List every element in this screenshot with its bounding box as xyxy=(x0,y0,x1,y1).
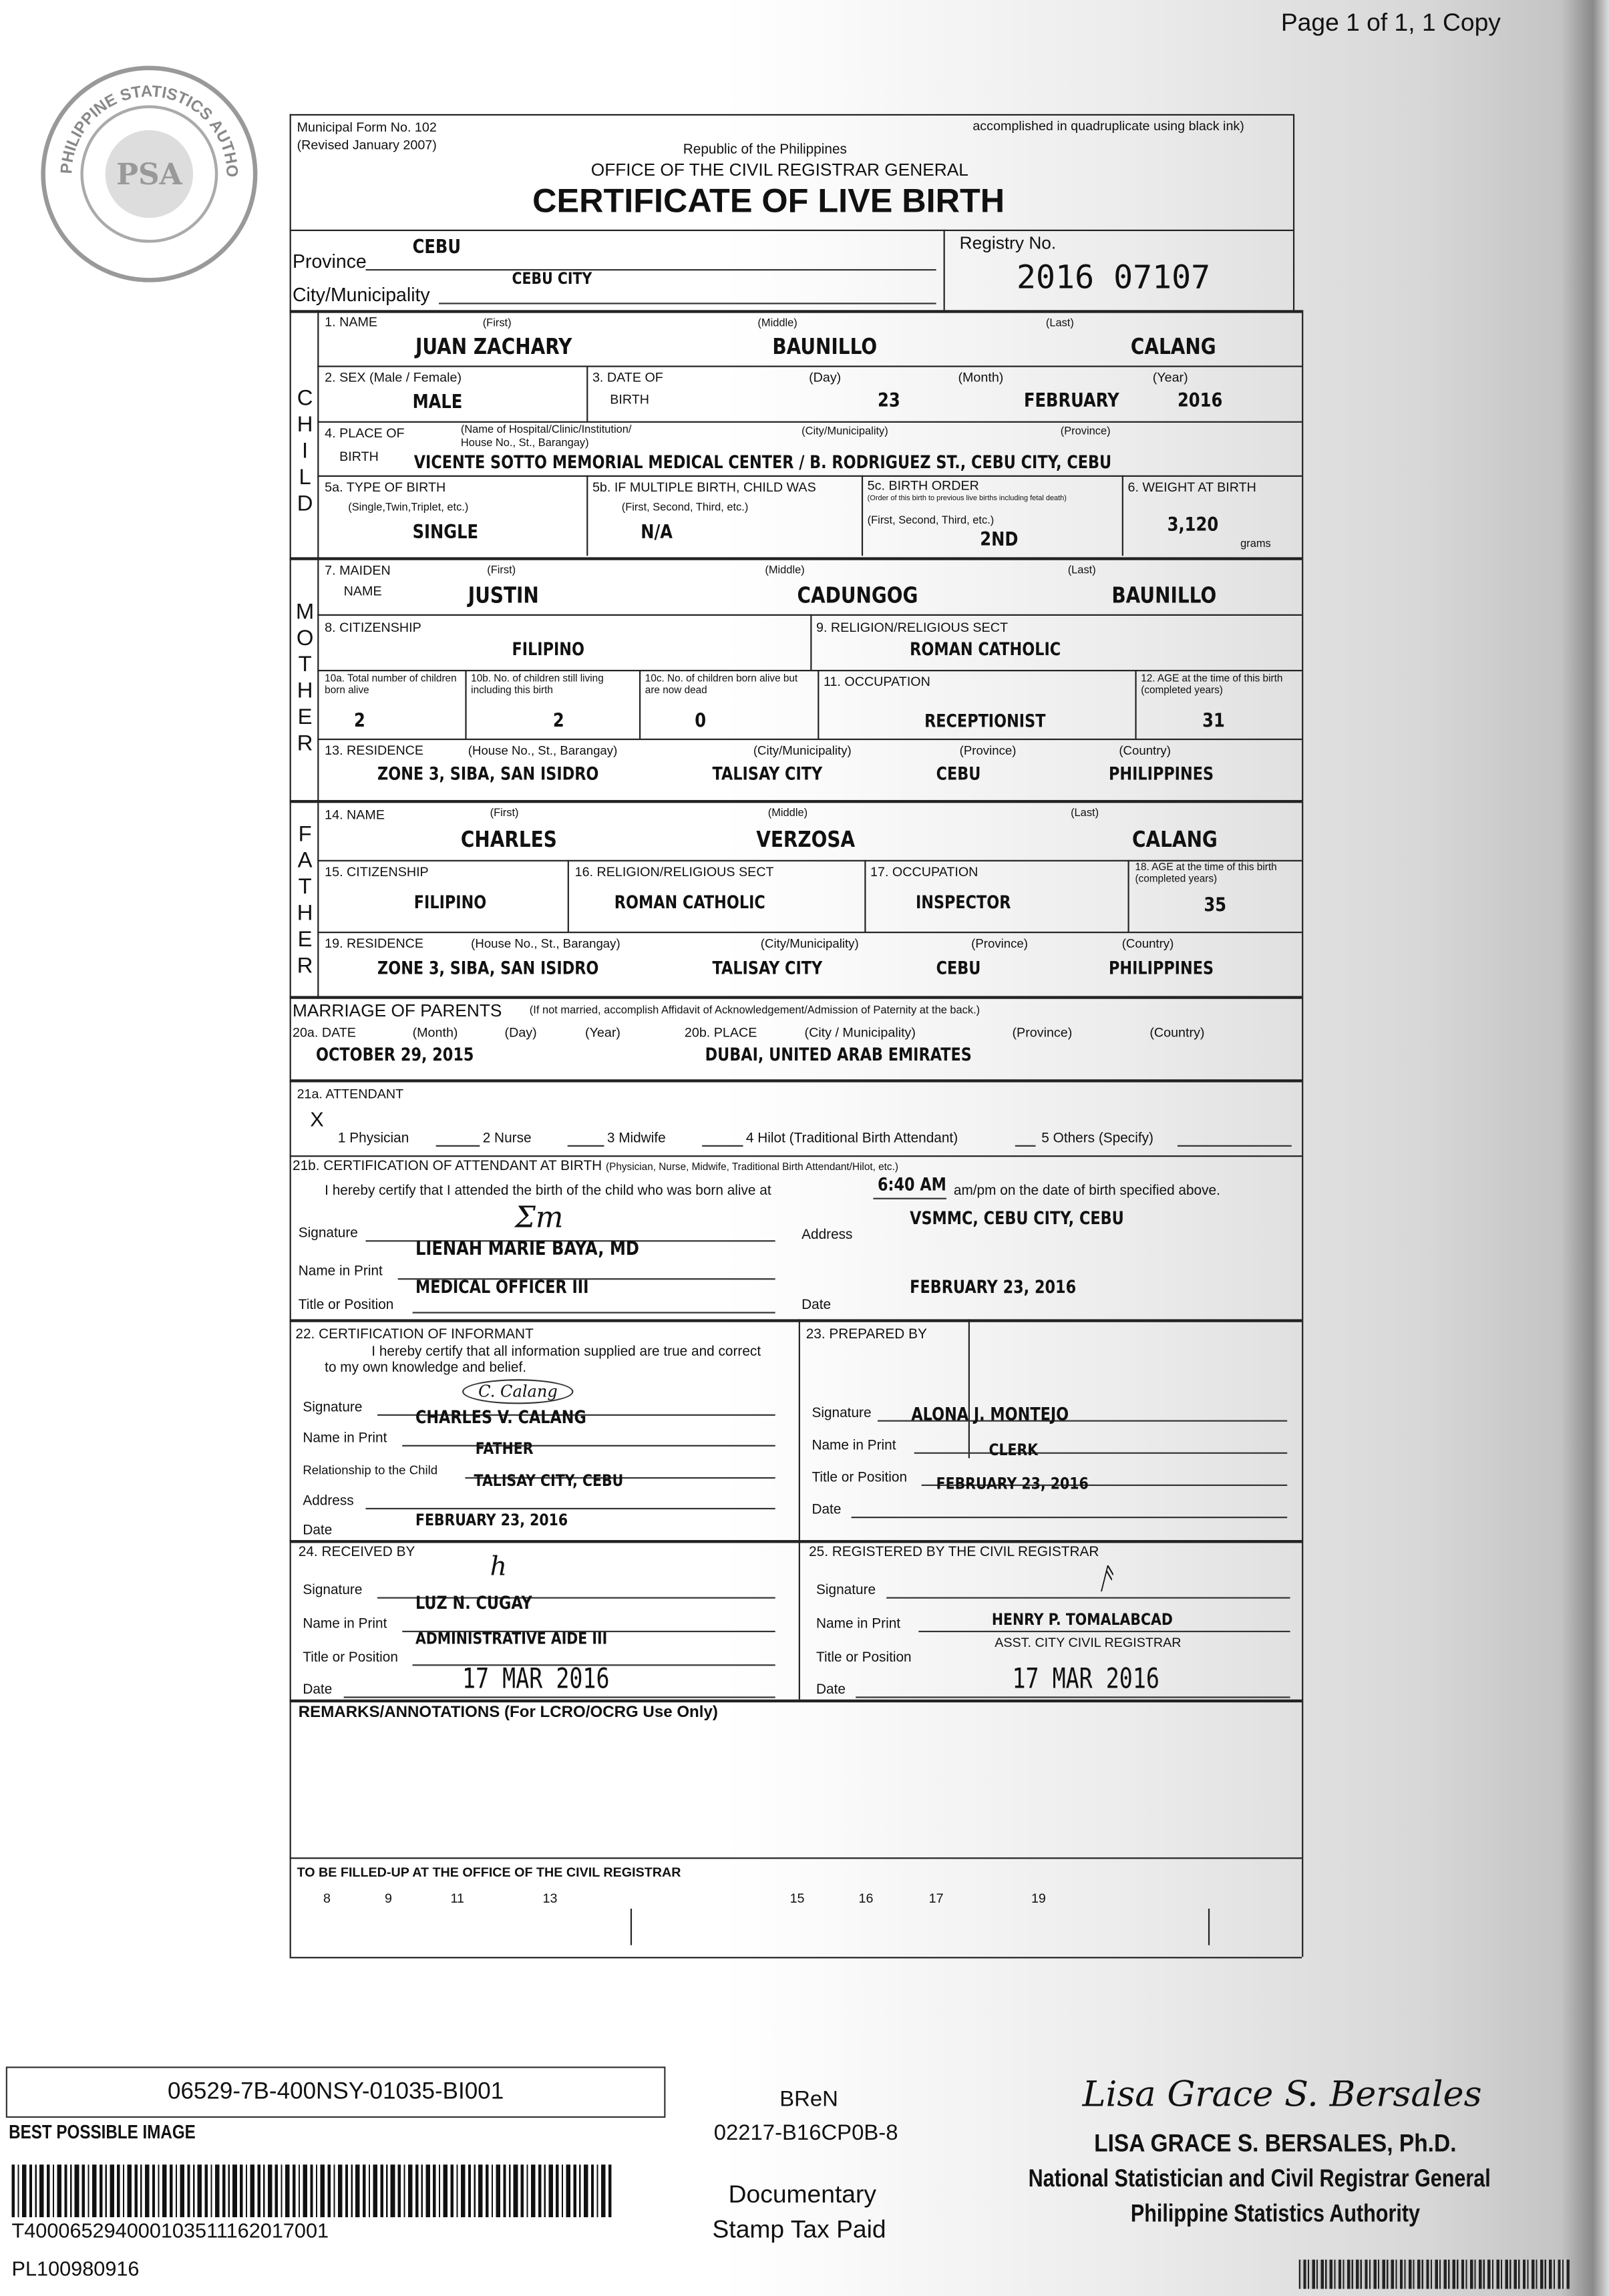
father-first-name: CHARLES xyxy=(460,826,557,853)
attendant-date: FEBRUARY 23, 2016 xyxy=(910,1276,1077,1298)
signature-label: Signature xyxy=(303,1399,363,1416)
first-label: (First) xyxy=(487,563,516,576)
informant-label: 22. CERTIFICATION OF INFORMANT xyxy=(295,1326,534,1343)
city-label: City/Municipality xyxy=(293,283,430,306)
religion-label: 16. RELIGION/RELIGIOUS SECT xyxy=(574,864,774,880)
dob-label-2: BIRTH xyxy=(610,391,650,407)
pob-label-2: BIRTH xyxy=(339,449,379,464)
registrar-name: HENRY P. TOMALABCAD xyxy=(991,1610,1173,1630)
birth-order: 2ND xyxy=(980,529,1019,552)
code-13: 13 xyxy=(542,1891,558,1906)
form-number: Municipal Form No. 102 xyxy=(297,120,437,135)
remarks-label: REMARKS/ANNOTATIONS (For LCRO/OCRG Use Only) xyxy=(298,1704,718,1722)
mother-occupation: RECEPTIONIST xyxy=(924,711,1046,731)
occupation-label: 17. OCCUPATION xyxy=(870,864,978,880)
relationship-label: Relationship to the Child xyxy=(303,1463,438,1477)
day-label: (Day) xyxy=(504,1025,537,1040)
registrar-signature: ᚫ xyxy=(1097,1560,1115,1596)
child-middle-name: BAUNILLO xyxy=(772,333,878,360)
informant-signature: C. Calang xyxy=(462,1379,574,1404)
code-15: 15 xyxy=(789,1891,805,1906)
father-residence: ZONE 3, SIBA, SAN ISIDRO xyxy=(377,958,599,979)
birth-time: 6:40 AM xyxy=(878,1174,946,1195)
sex-label: 2. SEX (Male / Female) xyxy=(325,370,462,385)
city-sub: (City/Municipality) xyxy=(753,743,852,758)
bren-number: 02217-B16CP0B-8 xyxy=(713,2120,898,2146)
option-hilot[interactable]: 4 Hilot (Traditional Birth Attendant) xyxy=(745,1130,958,1147)
mother-residence: ZONE 3, SIBA, SAN ISIDRO xyxy=(377,763,599,784)
signature-label: Signature xyxy=(303,1582,363,1599)
republic-label: Republic of the Philippines xyxy=(683,142,847,158)
child-last-name: CALANG xyxy=(1130,333,1216,360)
title-label: Title or Position xyxy=(298,1297,394,1314)
maiden-label: 7. MAIDEN xyxy=(325,563,391,578)
birth-year: 2016 xyxy=(1177,390,1223,413)
certification-text: I hereby certify that I attended the birth of the child who was born alive at xyxy=(325,1183,771,1199)
received-label: 24. RECEIVED BY xyxy=(298,1544,415,1561)
barcode xyxy=(12,2164,612,2217)
father-res-province: CEBU xyxy=(936,958,981,979)
option-physician[interactable]: 1 Physician xyxy=(337,1130,409,1147)
informant-address: TALISAY CITY, CEBU xyxy=(474,1471,624,1491)
code-16: 16 xyxy=(858,1891,874,1906)
maiden-label-2: NAME xyxy=(343,583,382,598)
marriage-label: MARRIAGE OF PARENTS xyxy=(293,1000,502,1021)
month-label: (Month) xyxy=(412,1025,458,1040)
name-in-print-label: Name in Print xyxy=(303,1430,387,1447)
city-sub: (City / Municipality) xyxy=(804,1025,916,1040)
signature-label: Signature xyxy=(816,1582,876,1599)
country-sub: (Country) xyxy=(1119,743,1171,758)
c10a-label: 10a. Total number of children born alive xyxy=(325,674,457,697)
prepared-name: ALONA J. MONTEJO xyxy=(911,1404,1069,1425)
citizenship-label: 8. CITIZENSHIP xyxy=(325,620,421,635)
first-label: (First) xyxy=(490,805,519,819)
mother-age: 31 xyxy=(1202,711,1225,733)
city-sub: (City/Municipality) xyxy=(760,936,859,951)
occupation-label: 11. OCCUPATION xyxy=(823,674,930,689)
father-religion: ROMAN CATHOLIC xyxy=(614,892,765,913)
psa-seal xyxy=(41,66,257,282)
address-label: Address xyxy=(303,1493,354,1510)
birth-month: FEBRUARY xyxy=(1024,390,1119,413)
c10c-label: 10c. No. of children born alive but are now dead xyxy=(645,674,798,697)
children-born-alive: 2 xyxy=(353,711,365,733)
date-label: Date xyxy=(303,1522,333,1539)
page-label: Page 1 of 1, 1 Copy xyxy=(1280,9,1501,37)
prepared-title: CLERK xyxy=(989,1441,1039,1460)
form-revision: (Revised January 2007) xyxy=(297,137,437,152)
father-name-label: 14. NAME xyxy=(325,807,385,822)
father-last-name: CALANG xyxy=(1132,826,1218,853)
registrar-title: ASST. CITY CIVIL REGISTRAR xyxy=(995,1635,1182,1650)
address-label: Address xyxy=(801,1227,853,1243)
best-image-label: BEST POSSIBLE IMAGE xyxy=(9,2120,196,2143)
children-dead: 0 xyxy=(695,711,707,733)
middle-label: (Middle) xyxy=(767,805,808,819)
first-label: (First) xyxy=(482,316,512,329)
signature-label: Signature xyxy=(812,1405,872,1422)
prov-sub: (Province) xyxy=(971,936,1028,951)
received-signature: h xyxy=(490,1551,508,1583)
marriage-date-label: 20a. DATE xyxy=(293,1025,356,1040)
month-label: (Month) xyxy=(958,370,1004,385)
informant-name: CHARLES V. CALANG xyxy=(415,1406,586,1428)
mother-res-country: PHILIPPINES xyxy=(1109,763,1214,784)
age-label: 12. AGE at the time of this birth (completed years) xyxy=(1141,674,1283,697)
pob-sub: (Name of Hospital/Clinic/Institution/ xyxy=(460,422,632,436)
marriage-place: DUBAI, UNITED ARAB EMIRATES xyxy=(705,1044,972,1065)
option-nurse[interactable]: 2 Nurse xyxy=(482,1130,532,1147)
prepared-date: FEBRUARY 23, 2016 xyxy=(936,1474,1089,1493)
country-sub: (Country) xyxy=(1149,1025,1205,1040)
registered-label: 25. REGISTERED BY THE CIVIL REGISTRAR xyxy=(809,1544,1099,1561)
order-note: (Order of this birth to previous live births including fetal death) xyxy=(867,494,1067,504)
place-of-birth: VICENTE SOTTO MEMORIAL MEDICAL CENTER / B. RODRIGUEZ ST., CEBU CITY, CEBU xyxy=(413,451,1112,473)
date-label: Date xyxy=(801,1297,832,1314)
date-label: Date xyxy=(816,1682,846,1698)
signature-label: Signature xyxy=(298,1225,358,1242)
certification-label: 21b. CERTIFICATION OF ATTENDANT AT BIRTH (Physician, Nurse, Midwife, Traditional Birth Attendant/Hilot, etc.) xyxy=(293,1158,898,1175)
grams-label: grams xyxy=(1240,536,1271,550)
name-in-print-label: Name in Print xyxy=(298,1264,383,1280)
religion-label: 9. RELIGION/RELIGIOUS SECT xyxy=(816,620,1009,635)
ink-note: accomplished in quadruplicate using black ink) xyxy=(972,118,1244,134)
prov-sub: (Province) xyxy=(1012,1025,1073,1040)
mother-res-city: TALISAY CITY xyxy=(712,763,823,784)
informant-relationship: FATHER xyxy=(475,1439,534,1459)
weight-label: 6. WEIGHT AT BIRTH xyxy=(1127,480,1256,495)
document-title: CERTIFICATE OF LIVE BIRTH xyxy=(532,181,1005,220)
name-in-print-label: Name in Print xyxy=(303,1615,387,1633)
multi-label: 5b. IF MULTIPLE BIRTH, CHILD WAS xyxy=(592,480,816,495)
pl-number: PL100980916 xyxy=(11,2257,140,2281)
attendant-name: LIENAH MARIE BAYA, MD xyxy=(415,1238,640,1261)
attendant-label: 21a. ATTENDANT xyxy=(297,1087,404,1102)
certification-text-2: am/pm on the date of birth specified above. xyxy=(953,1183,1220,1199)
serial-number-box: 06529-7B-400NSY-01035-BI001 xyxy=(6,2066,666,2118)
last-label: (Last) xyxy=(1045,316,1074,329)
marriage-date: OCTOBER 29, 2015 xyxy=(316,1044,474,1065)
received-date: 17 MAR 2016 xyxy=(462,1663,610,1696)
child-name-label: 1. NAME xyxy=(325,314,378,329)
city-value: CEBU CITY xyxy=(512,268,592,289)
option-midwife[interactable]: 3 Midwife xyxy=(606,1130,666,1147)
secondary-barcode xyxy=(1299,2260,1570,2289)
mother-last-name: BAUNILLO xyxy=(1111,582,1217,609)
bren-label: BReN xyxy=(779,2087,838,2112)
birth-type: SINGLE xyxy=(412,522,479,544)
signer-signature: Lisa Grace S. Bersales xyxy=(1082,2074,1482,2115)
title-label: Title or Position xyxy=(303,1650,398,1666)
middle-label: (Middle) xyxy=(757,316,797,329)
mother-citizenship: FILIPINO xyxy=(512,639,584,660)
barcode-text: T400065294000103511162017001 xyxy=(11,2219,329,2243)
multiple-birth: N/A xyxy=(641,522,673,544)
father-res-city: TALISAY CITY xyxy=(712,958,823,979)
date-label: Date xyxy=(812,1502,842,1519)
residence-label: 13. RESIDENCE xyxy=(325,743,424,758)
c10b-label: 10b. No. of children still living including this birth xyxy=(471,674,604,697)
received-name: LUZ N. CUGAY xyxy=(415,1592,532,1613)
order-sub: (First, Second, Third, etc.) xyxy=(867,513,995,527)
mother-first-name: JUSTIN xyxy=(468,582,539,609)
order-label: 5c. BIRTH ORDER xyxy=(867,478,979,494)
child-sex: MALE xyxy=(412,391,463,414)
child-first-name: JUAN ZACHARY xyxy=(415,333,572,360)
father-occupation: INSPECTOR xyxy=(915,892,1011,913)
birth-weight: 3,120 xyxy=(1167,514,1219,537)
name-in-print-label: Name in Print xyxy=(812,1437,896,1454)
res-sub: (House No., St., Barangay) xyxy=(471,936,620,951)
pob-sub-2: House No., St., Barangay) xyxy=(460,435,589,449)
mother-middle-name: CADUNGOG xyxy=(797,582,918,609)
last-label: (Last) xyxy=(1067,563,1096,576)
received-title: ADMINISTRATIVE AIDE III xyxy=(415,1629,608,1649)
type-label: 5a. TYPE OF BIRTH xyxy=(325,480,446,495)
code-9: 9 xyxy=(384,1891,392,1906)
child-section-label: CHILD xyxy=(293,386,318,518)
marriage-note: (If not married, accomplish Affidavit of Acknowledgement/Admission of Paternity at the back.) xyxy=(529,1003,980,1017)
code-17: 17 xyxy=(928,1891,944,1906)
attendant-title: MEDICAL OFFICER III xyxy=(415,1276,589,1298)
country-sub: (Country) xyxy=(1121,936,1174,951)
last-label: (Last) xyxy=(1071,805,1099,819)
pob-prov-sub: (Province) xyxy=(1060,424,1111,437)
marriage-place-label: 20b. PLACE xyxy=(684,1025,757,1040)
multi-sub: (First, Second, Third, etc.) xyxy=(621,500,749,514)
title-label: Title or Position xyxy=(812,1469,908,1487)
middle-label: (Middle) xyxy=(765,563,805,576)
registrar-date: 17 MAR 2016 xyxy=(1012,1663,1159,1696)
age-label: 18. AGE at the time of this birth (completed years) xyxy=(1135,863,1277,885)
mother-religion: ROMAN CATHOLIC xyxy=(910,639,1061,660)
stamp-line-2: Stamp Tax Paid xyxy=(712,2215,886,2244)
province-label: Province xyxy=(293,250,367,272)
stamp-line-1: Documentary xyxy=(728,2180,877,2209)
svg-text:PHILIPPINE STATISTICS AUTHORIT: PHILIPPINE STATISTICS AUTHO xyxy=(57,82,241,178)
informant-text: I hereby certify that all information supplied are true and correct to my own knowledge and belief. xyxy=(325,1344,761,1376)
mother-section-label: MOTHER xyxy=(293,599,318,758)
father-section-label: FATHER xyxy=(293,821,318,980)
attendant-signature: Ʃm xyxy=(514,1199,564,1235)
code-19: 19 xyxy=(1031,1891,1046,1906)
children-living: 2 xyxy=(552,711,564,733)
name-in-print-label: Name in Print xyxy=(816,1615,901,1633)
option-others[interactable]: 5 Others (Specify) xyxy=(1041,1130,1153,1147)
father-age: 35 xyxy=(1204,895,1227,918)
year-label: (Year) xyxy=(585,1025,620,1040)
title-label: Title or Position xyxy=(816,1650,912,1666)
father-middle-name: VERZOSA xyxy=(756,826,856,853)
father-res-country: PHILIPPINES xyxy=(1109,958,1214,979)
registry-label: Registry No. xyxy=(959,232,1057,253)
year-label: (Year) xyxy=(1152,370,1188,385)
dob-label: 3. DATE OF xyxy=(592,370,663,385)
father-citizenship: FILIPINO xyxy=(413,892,487,913)
attendant-mark: X xyxy=(310,1107,324,1131)
signer-org: Philippine Statistics Authority xyxy=(1130,2199,1420,2228)
res-sub: (House No., St., Barangay) xyxy=(468,743,618,758)
residence-label: 19. RESIDENCE xyxy=(325,936,424,951)
registry-number: 2016 07107 xyxy=(1017,260,1211,297)
type-sub: (Single,Twin,Triplet, etc.) xyxy=(348,500,469,514)
day-label: (Day) xyxy=(809,370,842,385)
svg-text:PSA: PSA xyxy=(116,157,182,192)
prepared-label: 23. PREPARED BY xyxy=(806,1326,927,1343)
pob-city-sub: (City/Municipality) xyxy=(801,424,888,437)
birth-day: 23 xyxy=(878,390,900,413)
attendant-address: VSMMC, CEBU CITY, CEBU xyxy=(910,1207,1124,1229)
date-label: Date xyxy=(303,1682,333,1698)
prov-sub: (Province) xyxy=(959,743,1017,758)
code-8: 8 xyxy=(323,1891,331,1906)
office-label: OFFICE OF THE CIVIL REGISTRAR GENERAL xyxy=(590,159,968,180)
mother-res-province: CEBU xyxy=(936,763,981,784)
informant-date: FEBRUARY 23, 2016 xyxy=(415,1511,568,1530)
citizenship-label: 15. CITIZENSHIP xyxy=(325,864,429,880)
code-11: 11 xyxy=(450,1891,464,1906)
signer-title: National Statistician and Civil Registrar General xyxy=(1028,2164,1491,2192)
signer-name: LISA GRACE S. BERSALES, Ph.D. xyxy=(1094,2129,1457,2158)
office-use-label: TO BE FILLED-UP AT THE OFFICE OF THE CIVIL REGISTRAR xyxy=(297,1865,681,1880)
province-value: CEBU xyxy=(412,236,461,259)
pob-label: 4. PLACE OF xyxy=(325,425,405,441)
